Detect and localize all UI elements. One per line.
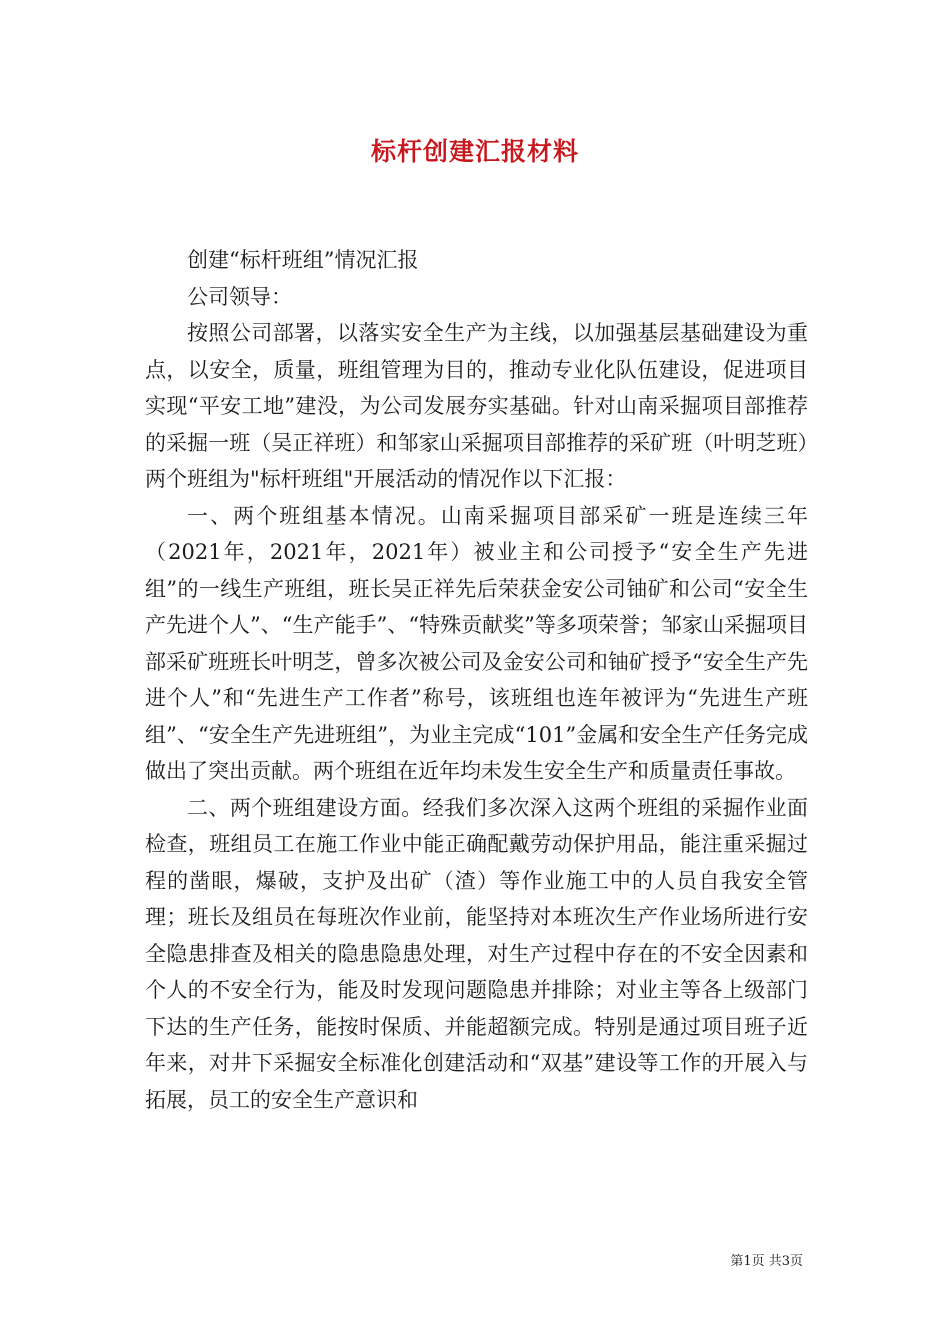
paragraph-section-two: 二、两个班组建设方面。经我们多次深入这两个班组的采掘作业面检查，班组员工在施工作业中能正确配戴劳动保护用品，能注重采掘过程的凿眼，爆破，支护及出矿（渣）等作业施工中的人员自我安全管理；班长及组员在每班次作业前，能坚持对本班次生产作业场所进行安全隐患排查及相关的隐患隐患处理，对生产过程中存在的不安全因素和个人的不安全行为，能及时发现问题隐患并排除；对业主等各上级部门下达的生产任务，能按时保质、并能超额完成。特别是通过项目班子近年来，对井下采掘安全标准化创建活动和“双基”建设等工作的开展入与拓展，员工的安全生产意识和	[145, 795, 808, 1112]
paragraph-heading: 创建“标杆班组”情况汇报	[187, 248, 419, 272]
document-body	[145, 242, 808, 1118]
page-number: 第1页 共3页	[730, 1254, 803, 1269]
paragraph-section-one: 一、两个班组基本情况。山南采掘项目部采矿一班是连续三年（2021年，2021年，2021年）被业主和公司授予“安全生产先进组”的一线生产班组，班长吴正祥先后荣获金安公司铀矿和公司“安全生产先进个人”、“生产能手”、“特殊贡献奖”等多项荣誉；邹家山采掘项目部采矿班班长叶明芝，曾多次被公司及金安公司和铀矿授予“安全生产先进个人”和“先进生产工作者”称号，该班组也连年被评为“先进生产班组”、“安全生产先进班组”，为业主完成“101”金属和安全生产任务完成做出了突出贡献。两个班组在近年均未发生安全生产和质量责任事故。	[145, 503, 808, 783]
paragraph-intro: 按照公司部署，以落实安全生产为主线，以加强基层基础建设为重点，以安全，质量，班组管理为目的，推动专业化队伍建设，促进项目实现“平安工地”建没，为公司发展夯实基础。针对山南采掘项目部推荐的采掘一班（吴正祥班）和邹家山采掘项目部推荐的采矿班（叶明芝班）两个班组为"标杆班组"开展活动的情况作以下汇报：	[145, 321, 808, 491]
paragraph-salutation: 公司领导：	[187, 284, 292, 309]
document-title: 标杆创建汇报材料	[370, 137, 579, 166]
